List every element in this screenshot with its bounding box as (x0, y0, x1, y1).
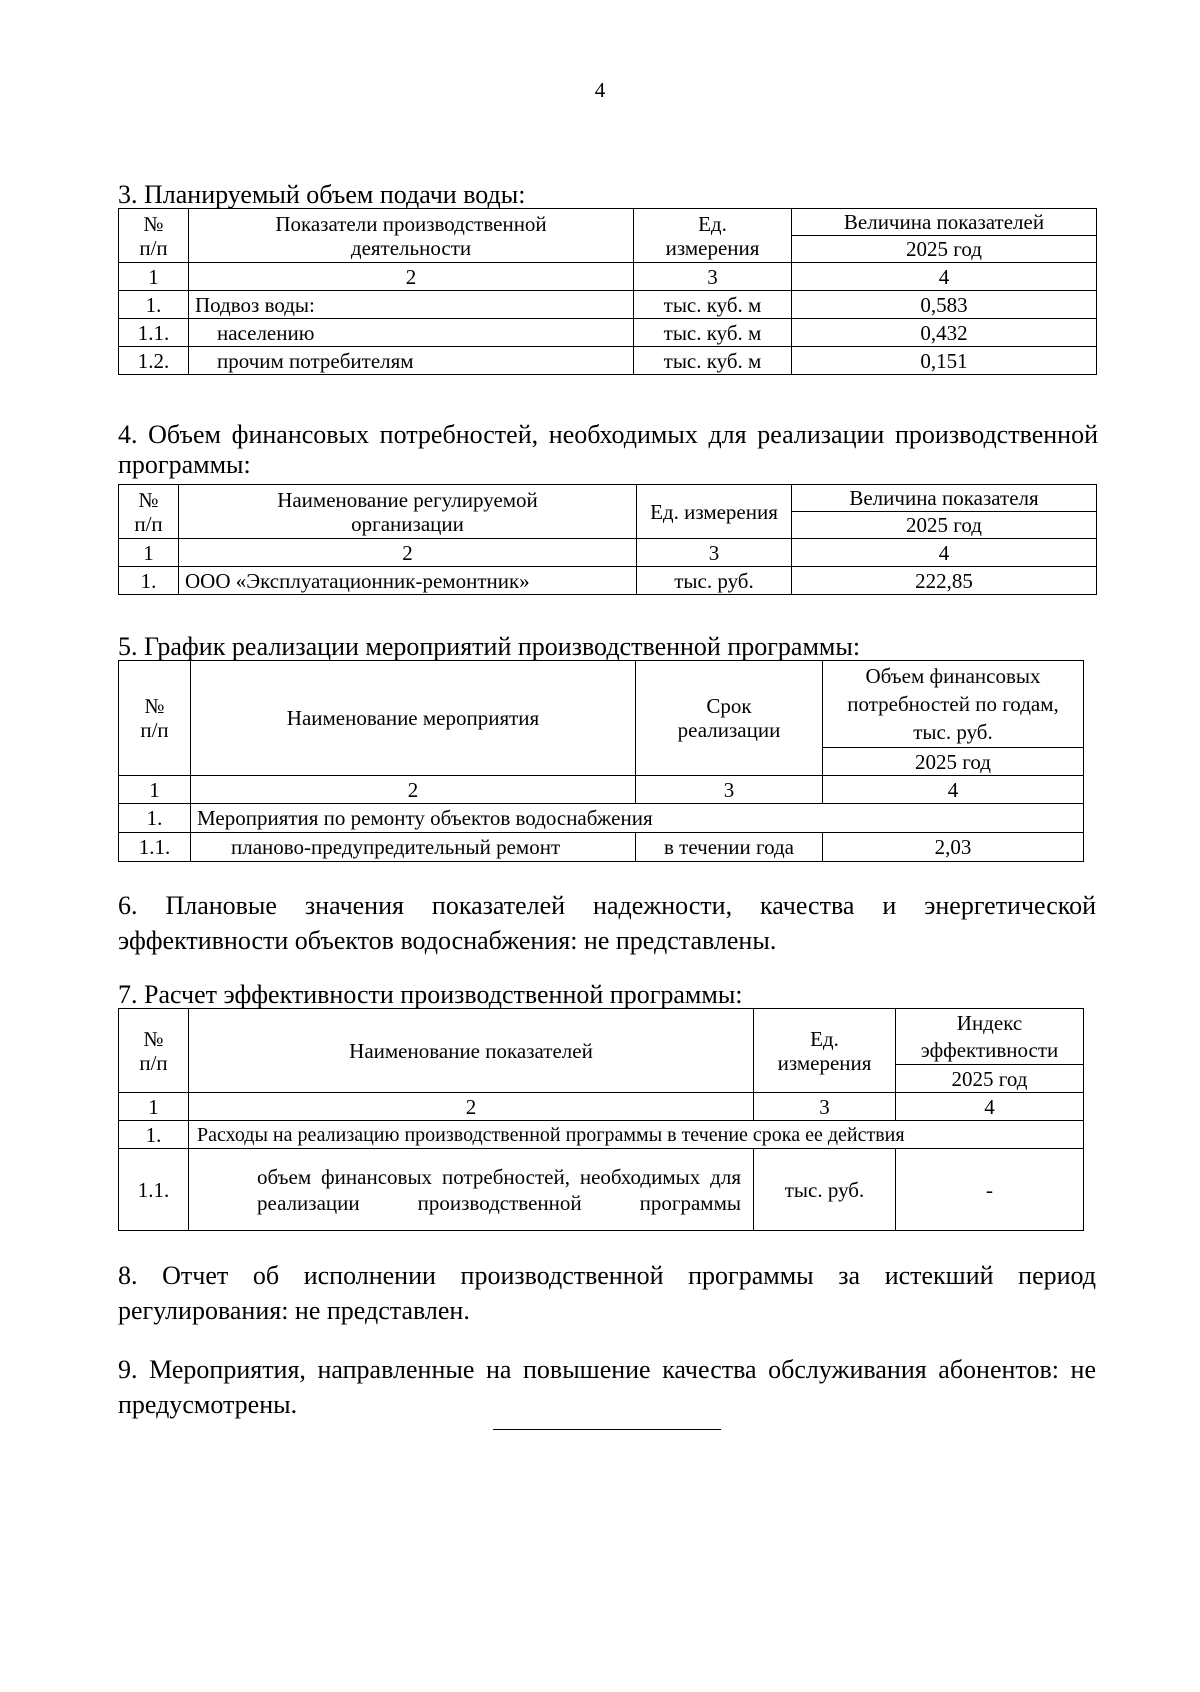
table-row (119, 1149, 1084, 1231)
closing-rule (493, 1429, 721, 1430)
col-index: 3 (634, 263, 792, 291)
row-event-name: планово-предупредительный ремонт (191, 833, 636, 862)
water-supply-table (118, 208, 1097, 375)
section-4-title: 4. Объем финансовых потребностей, необходимых для реализации производственной программы: (118, 420, 1098, 479)
section-3-title: 3. Планируемый объем подачи воды: (118, 180, 526, 209)
col-value-header: Величина показателей (792, 209, 1097, 236)
efficiency-table (118, 1008, 1084, 1231)
row-unit: тыс. куб. м (634, 319, 792, 347)
row-num: 1. (119, 804, 191, 833)
row-name: населению (189, 319, 634, 347)
col-value-header: Объем финансовых потребностей по годам, тыс. руб. (823, 661, 1084, 748)
col-index: 2 (189, 1093, 754, 1121)
row-name: прочим потребителям (189, 347, 634, 375)
row-value: 0,583 (792, 291, 1097, 319)
row-value: 0,151 (792, 347, 1097, 375)
row-unit: тыс. руб. (754, 1149, 896, 1231)
col-indicator-header: Наименование показателей (189, 1009, 754, 1093)
col-index: 2 (189, 263, 634, 291)
row-num: 1.2. (119, 347, 189, 375)
row-num: 1. (119, 567, 179, 595)
schedule-table (118, 660, 1084, 862)
section-5-title: 5. График реализации мероприятий производственной программы: (118, 632, 861, 661)
table-group-row (119, 1121, 1084, 1149)
col-unit-header: Ед. измерения (634, 209, 792, 263)
row-name: Подвоз воды: (189, 291, 634, 319)
row-value: - (896, 1149, 1084, 1231)
col-index: 4 (896, 1093, 1084, 1121)
row-num: 1. (119, 1121, 189, 1149)
col-num-header: № п/п (119, 485, 179, 539)
column-index-row (119, 1093, 1084, 1121)
col-index: 4 (823, 776, 1084, 804)
column-index-row (119, 263, 1097, 291)
row-num: 1.1. (119, 1149, 189, 1231)
table-row (119, 347, 1097, 375)
col-indicator-header: Показатели производственной деятельности (189, 209, 634, 263)
col-num-header: № п/п (119, 209, 189, 263)
col-index-header: Индекс эффективности (896, 1009, 1084, 1065)
row-group-name: Мероприятия по ремонту объектов водоснабжения (191, 804, 1084, 833)
table-group-row (119, 804, 1084, 833)
col-event-header: Наименование мероприятия (191, 661, 636, 776)
row-value: 222,85 (792, 567, 1097, 595)
col-num-header: № п/п (119, 661, 191, 776)
col-year-header: 2025 год (896, 1065, 1084, 1093)
col-index: 4 (792, 539, 1097, 567)
section-6-text: 6. Плановые значения показателей надежности, качества и энергетической эффективности объектов водоснабжения: не представлены. (118, 891, 1096, 955)
col-index: 2 (191, 776, 636, 804)
col-org-header: Наименование регулируемой организации (179, 485, 637, 539)
row-num: 1.1. (119, 833, 191, 862)
col-index: 1 (119, 776, 191, 804)
section-9-text: 9. Мероприятия, направленные на повышение качества обслуживания абонентов: не предусмотрены. (118, 1355, 1096, 1419)
row-group-name: Расходы на реализацию производственной программы в течение срока ее действия (189, 1121, 1084, 1149)
col-index: 3 (754, 1093, 896, 1121)
row-term: в течении года (636, 833, 823, 862)
col-index: 4 (792, 263, 1097, 291)
col-index: 1 (119, 539, 179, 567)
financial-needs-table (118, 484, 1097, 595)
row-value: 0,432 (792, 319, 1097, 347)
column-index-row (119, 539, 1097, 567)
col-unit-header: Ед. измерения (754, 1009, 896, 1093)
row-num: 1. (119, 291, 189, 319)
row-unit: тыс. руб. (637, 567, 792, 595)
col-num-header: № п/п (119, 1009, 189, 1093)
table-row (119, 319, 1097, 347)
col-index: 3 (637, 539, 792, 567)
section-8-text: 8. Отчет об исполнении производственной программы за истекший период регулирования: не представлен. (118, 1261, 1096, 1325)
row-org-name: ООО «Эксплуатационник-ремонтник» (179, 567, 637, 595)
col-year-header: 2025 год (823, 748, 1084, 776)
row-num: 1.1. (119, 319, 189, 347)
col-index: 1 (119, 1093, 189, 1121)
row-value: 2,03 (823, 833, 1084, 862)
col-year-header: 2025 год (792, 236, 1097, 263)
col-year-header: 2025 год (792, 512, 1097, 539)
section-7-title: 7. Расчет эффективности производственной программы: (118, 980, 743, 1009)
table-row (119, 833, 1084, 862)
row-unit: тыс. куб. м (634, 347, 792, 375)
col-unit-header: Ед. измерения (637, 485, 792, 539)
col-index: 1 (119, 263, 189, 291)
row-unit: тыс. куб. м (634, 291, 792, 319)
col-term-header: Срок реализации (636, 661, 823, 776)
col-index: 3 (636, 776, 823, 804)
col-value-header: Величина показателя (792, 485, 1097, 512)
col-index: 2 (179, 539, 637, 567)
row-indicator-name: объем финансовых потребностей, необходимых для реализации производственной программы (189, 1149, 754, 1231)
page-number: 4 (594, 78, 606, 102)
column-index-row (119, 776, 1084, 804)
table-row (119, 567, 1097, 595)
table-row (119, 291, 1097, 319)
